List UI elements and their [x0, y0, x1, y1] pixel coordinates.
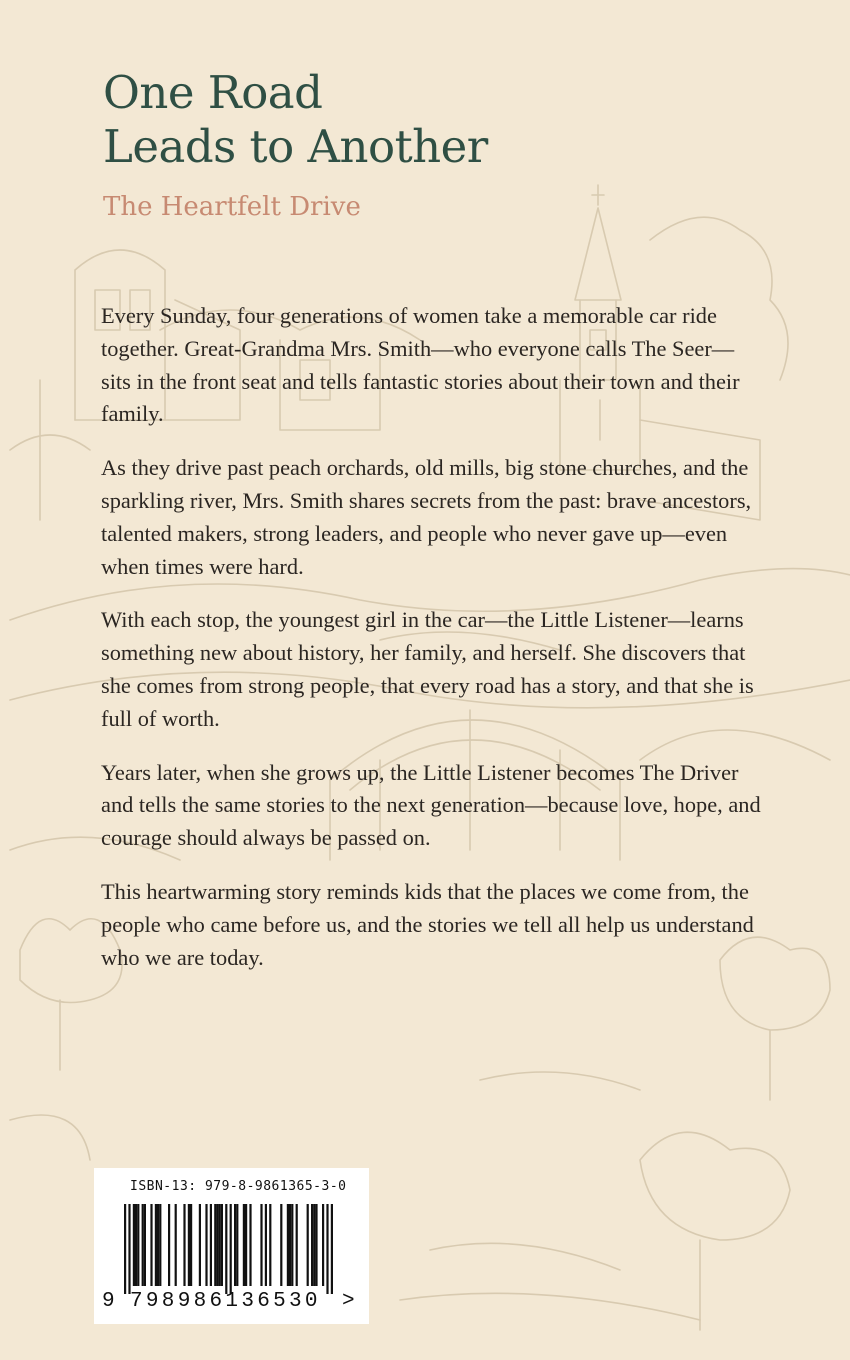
blurb-paragraph-3: With each stop, the youngest girl in the car—the Little Listener—learns something new about history, her family, and herself. She discovers that she comes from strong people, that every road has a story, and that she is full of worth. [101, 607, 754, 731]
barcode-bar [230, 1204, 232, 1294]
barcode-bar [260, 1204, 262, 1286]
blurb-paragraph-5: This heartwarming story reminds kids that the places we come from, the people who came before us, and the stories we tell all help us understand who we are today. [101, 878, 754, 970]
ean-quiet-zone-arrow: > [342, 1290, 355, 1313]
barcode-bar [190, 1204, 192, 1286]
isbn-barcode-box [94, 1168, 369, 1324]
book-title [103, 66, 488, 174]
blurb-paragraph-4: Years later, when she grows up, the Little Listener becomes The Driver and tells the same stories to the next generation—because love, hope, and courage should always be passed on. [101, 759, 761, 851]
back-cover-blurb [101, 300, 761, 995]
isbn-label: ISBN-13: 979-8-9861365-3-0 [130, 1179, 347, 1194]
barcode-bar [144, 1204, 146, 1286]
title-line-2: Leads to Another [103, 120, 488, 173]
barcode-bar [234, 1204, 236, 1286]
blurb-paragraph-2: As they drive past peach orchards, old mills, big stone churches, and the sparkling river, Mrs. Smith shares secrets from the past: brave ancestors, talented makers, strong leaders, and people who never gave up—even when times were hard. [101, 455, 752, 579]
barcode-bar [311, 1204, 313, 1286]
barcode-bar [133, 1204, 135, 1286]
barcode-bar [315, 1204, 317, 1286]
barcode-bar [287, 1204, 289, 1286]
ean-first-digit: 9 [102, 1290, 115, 1313]
blurb-paragraph-1: Every Sunday, four generations of women take a memorable car ride together. Great-Grandma Mrs. Smith—who everyone calls The Seer—sits in the front seat and tells fantastic stories about their town and their family. [101, 303, 740, 427]
barcode-bar [269, 1204, 271, 1286]
ean-digits: 798986136530 [130, 1290, 321, 1313]
barcode-bar [142, 1204, 144, 1286]
barcode-bar [313, 1204, 315, 1286]
barcode-bar [331, 1204, 333, 1294]
barcode-bar [199, 1204, 201, 1286]
barcode-bar [322, 1204, 324, 1286]
book-subtitle: The Heartfelt Drive [103, 192, 361, 222]
barcode-bar [326, 1204, 328, 1294]
barcode-bar [216, 1204, 218, 1286]
barcode-bar [243, 1204, 245, 1286]
barcode-bar [296, 1204, 298, 1286]
barcode-bar [245, 1204, 247, 1286]
barcode-bar [291, 1204, 293, 1286]
barcode-bar [128, 1204, 130, 1294]
barcode-bar [214, 1204, 216, 1286]
barcode-bar [249, 1204, 251, 1286]
barcode-bar [236, 1204, 238, 1286]
barcode-bar [183, 1204, 185, 1286]
barcode-bar [168, 1204, 170, 1286]
barcode-bar [159, 1204, 161, 1286]
barcode-bar [124, 1204, 126, 1294]
barcode-bar [150, 1204, 152, 1286]
barcode-bar [175, 1204, 177, 1286]
barcode-bar [155, 1204, 157, 1286]
barcode-bar [157, 1204, 159, 1286]
barcode-bar [188, 1204, 190, 1286]
barcode-bar [307, 1204, 309, 1286]
barcode-bar [137, 1204, 139, 1286]
barcode-bar [219, 1204, 221, 1286]
barcode-bar [205, 1204, 207, 1286]
title-line-1: One Road [103, 66, 323, 119]
barcode-bar [221, 1204, 223, 1286]
barcode-bar [210, 1204, 212, 1286]
barcode-bar [225, 1204, 227, 1294]
barcode-bar [135, 1204, 137, 1286]
barcode-bar [280, 1204, 282, 1286]
barcode-bar [289, 1204, 291, 1286]
barcode-bar [265, 1204, 267, 1286]
